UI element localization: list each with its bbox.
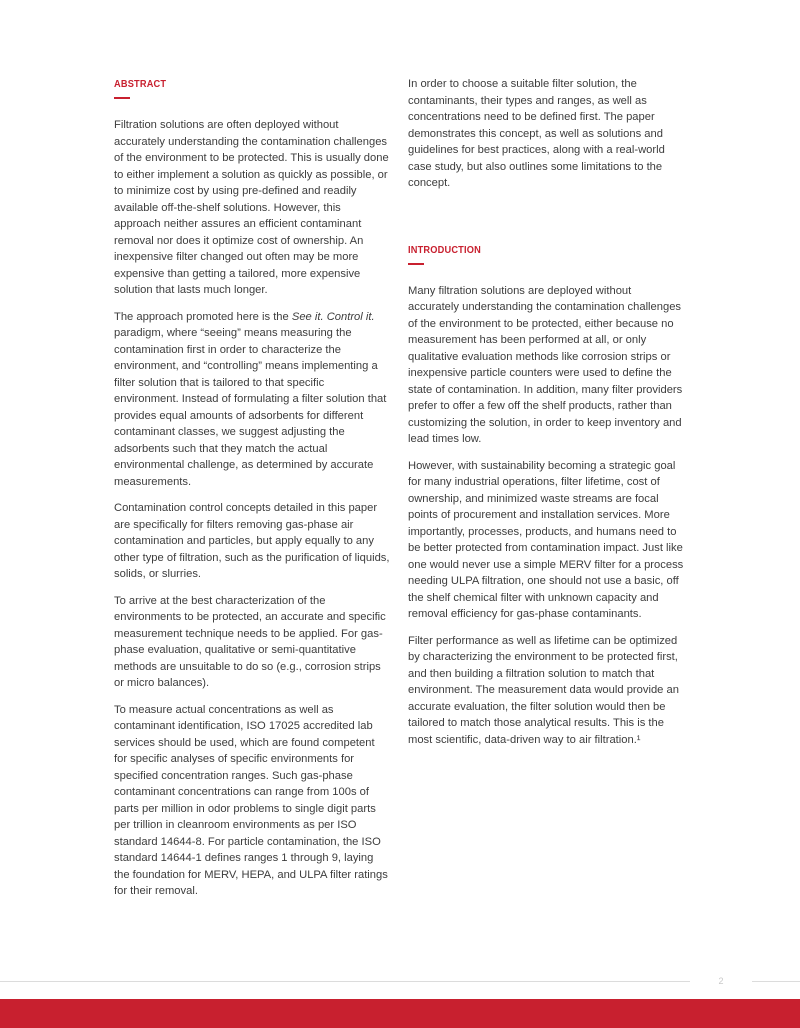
abstract-paragraph-2-end: paradigm, where “seeing” means measuring the contamination first in order to characterize the environment, and “controlling” means implementing a filter solution that is tailored to that specific environment. Instead of formulating a filter solution that provides equal amounts of adsorbents for different contaminant classes, we suggest adjusting the adsorbents such that they match the actual environmental challenge, as determined by accurate measurements. [114,327,387,488]
abstract-paragraph-5: To measure actual concentrations as well as contaminant identification, ISO 17025 accredited lab services should be used, which are found competent for specific analyses of specific environments for specified concentration ranges. Such gas-phase contaminant concentrations can range from 100s of parts per million in odor problems to single digit parts per trillion in cleanroom environments as per ISO standard 14644-8. For particle contamination, the ISO standard 14644-1 defines ranges 1 through 9, laying the foundation for MERV, HEPA, and ULPA filter ratings for their removal. [114,703,388,897]
abstract-paragraph-4: To arrive at the best characterization of the environments to be protected, an accurate and specific measurement technique needs to be applied. For gas-phase evaluation, qualitative or semi-quantitative methods are unsuitable to do so (e.g., corrosion strips or micro balances). [114,594,386,689]
introduction-paragraph-1: Many filtration solutions are deployed without accurately understanding the contamination challenges of the environment to be protected, either because no measurement has been performed at all, or only qualitative evaluation methods like corrosion strips or inexpensive particle counters were used to define the state of contamination. In addition, many filter providers prefer to offer a few off the shelf products, rather than customizing the solution, in order to keep inventory and lead times low. [408,284,683,445]
footer-divider-right [752,981,800,982]
abstract-paragraph-6: In order to choose a suitable filter solution, the contaminants, their types and ranges, as well as concentrations need to be defined first. The paper demonstrates this concept, as well as solutions and guidelines for best practices, along with a real-world case study, but also outlines some limitations to the concept. [408,78,665,189]
section-spacer [408,202,684,242]
page-number: 2 [718,976,724,986]
introduction-heading: INTRODUCTION [408,243,481,256]
abstract-paragraph-2-start: The approach promoted here is the [114,310,292,323]
abstract-paragraph-3: Contamination control concepts detailed in this paper are specifically for filters removing gas-phase air contamination and particles, but apply equally to any other type of filtration, such as the purification of liquids, solids, or slurries. [114,502,390,580]
abstract-heading: ABSTRACT [114,78,167,90]
abstract-paragraph-1: Filtration solutions are often deployed without accurately understanding the contamination challenges of the environment to be protected. This is usually done to either implement a solution as quickly as possible, or to minimize cost by using pre-defined and readily available off-the-shelf solutions. However, this approach neither assures an efficient contaminant removal nor does it optimize cost of ownership. An inexpensive filter changed out often may be more expensive than getting a tailored, more expensive solution that lasts much longer. [114,119,389,296]
abstract-paragraph-2 [114,309,390,491]
abstract-heading-rule [114,97,130,99]
footer-accent-bar [0,999,800,1028]
see-it-control-it-emphasis: See it. Control it. [291,310,375,323]
left-column [114,76,390,910]
right-column [408,76,684,758]
introduction-paragraph-2: However, with sustainability becoming a strategic goal for many industrial operations, filter lifetime, cost of ownership, and minimized waste streams are focal points of procurement and installation services. More importantly, processes, products, and humans need to be better protected from contamination impact. Just like one would never use a simple MERV filter for a process needing ULPA filtration, one should not use a basic, off the shelf chemical filter with unknown capacity and removal efficiency for gas-phase contaminants. [408,459,684,620]
footer-divider-left [0,981,690,982]
introduction-paragraph-3: Filter performance as well as lifetime can be optimized by characterizing the environment to be protected first, and then building a filtration solution to match that environment. The measurement data would provide an accurate evaluation, the filter solution would then be tailored to match those analytical results. This is the most scientific, data-driven way to air filtration.¹ [408,634,679,746]
introduction-heading-rule [408,263,424,265]
